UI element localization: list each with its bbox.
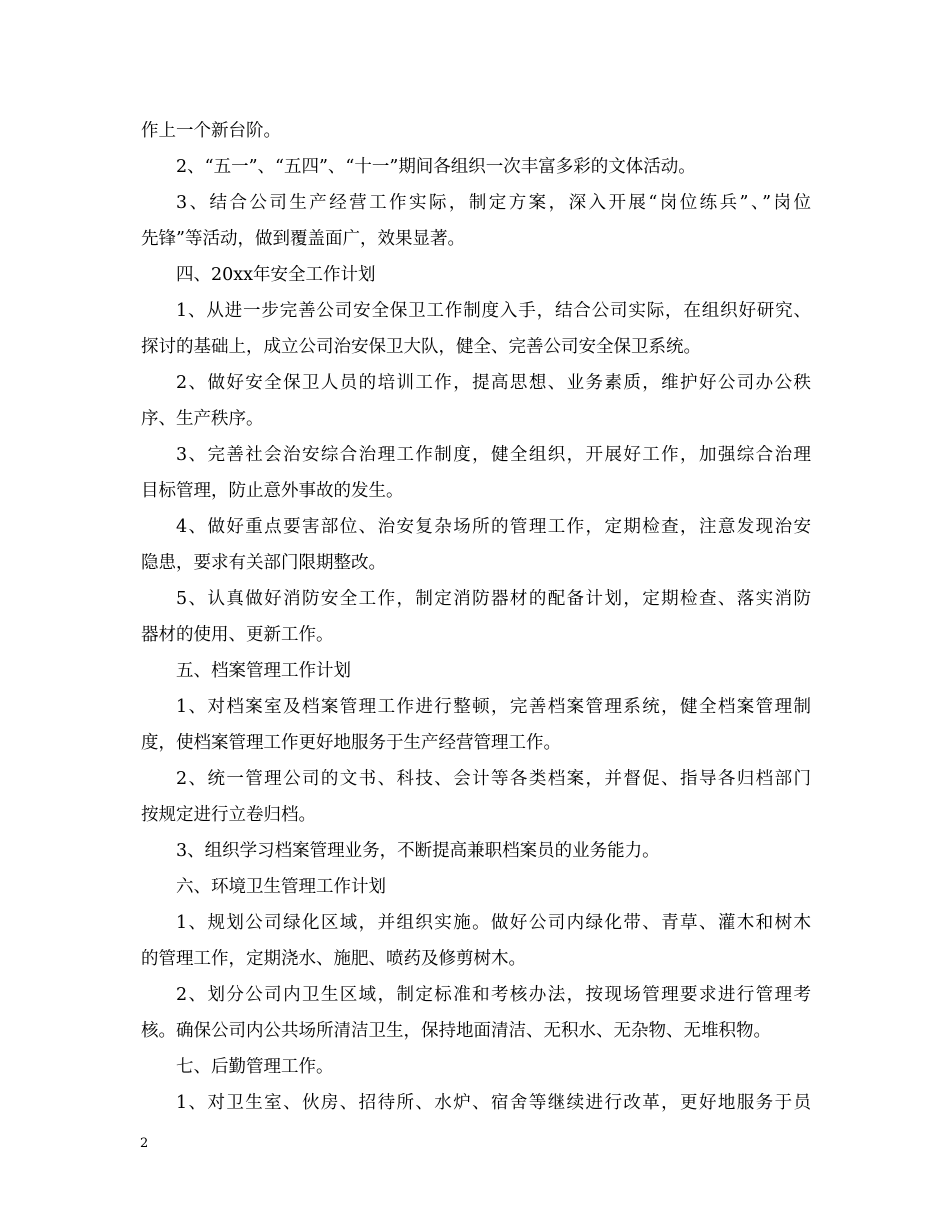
document-body bbox=[141, 113, 811, 1121]
text-line: 2、统一管理公司的文书、科技、会计等各类档案，并督促、指导各归档部门 bbox=[176, 769, 811, 789]
text-line: 2、做好安全保卫人员的培训工作，提高思想、业务素质，维护好公司办公秩 bbox=[176, 373, 811, 393]
text-line: 六、环境卫生管理工作计划 bbox=[176, 877, 386, 897]
text-line: 探讨的基础上，成立公司治安保卫大队，健全、完善公司安全保卫系统。 bbox=[141, 337, 701, 357]
text-line: 度，使档案管理工作更好地服务于生产经营管理工作。 bbox=[141, 733, 561, 753]
text-line: 按规定进行立卷归档。 bbox=[141, 805, 316, 825]
text-line: 序、生产秩序。 bbox=[141, 409, 264, 429]
text-line: 3、组织学习档案管理业务，不断提高兼职档案员的业务能力。 bbox=[176, 841, 660, 861]
text-line: 2、“五一”、“五四”、“十一”期间各组织一次丰富多彩的文体活动。 bbox=[176, 157, 696, 177]
page-number: 2 bbox=[140, 1136, 149, 1151]
text-line: 器材的使用、更新工作。 bbox=[141, 625, 334, 645]
text-line: 目标管理，防止意外事故的发生。 bbox=[141, 481, 404, 501]
text-line: 1、规划公司绿化区域，并组织实施。做好公司内绿化带、青草、灌木和树木 bbox=[176, 913, 811, 933]
text-line: 先锋”等活动，做到覆盖面广，效果显著。 bbox=[141, 229, 465, 249]
text-line: 四、20xx年安全工作计划 bbox=[176, 265, 376, 285]
text-line: 隐患，要求有关部门限期整改。 bbox=[141, 553, 386, 573]
text-line: 1、对档案室及档案管理工作进行整顿，完善档案管理系统，健全档案管理制 bbox=[176, 697, 811, 717]
text-line: 2、划分公司内卫生区域，制定标准和考核办法，按现场管理要求进行管理考 bbox=[176, 985, 811, 1005]
text-line: 核。确保公司内公共场所清洁卫生，保持地面清洁、无积水、无杂物、无堆积物。 bbox=[141, 1021, 771, 1041]
text-line: 的管理工作，定期浇水、施肥、喷药及修剪树木。 bbox=[141, 949, 526, 969]
text-line: 七、后勤管理工作。 bbox=[176, 1057, 334, 1077]
text-line: 1、从进一步完善公司安全保卫工作制度入手，结合公司实际，在组织好研究、 bbox=[176, 301, 811, 321]
text-line: 4、做好重点要害部位、治安复杂场所的管理工作，定期检查，注意发现治安 bbox=[176, 517, 811, 537]
text-line: 5、认真做好消防安全工作，制定消防器材的配备计划，定期检查、落实消防 bbox=[176, 589, 811, 609]
text-line: 3、结合公司生产经营工作实际，制定方案，深入开展“岗位练兵”、”岗位 bbox=[176, 193, 811, 213]
text-line: 3、完善社会治安综合治理工作制度，健全组织，开展好工作，加强综合治理 bbox=[176, 445, 811, 465]
text-line: 五、档案管理工作计划 bbox=[176, 661, 351, 681]
text-line: 1、对卫生室、伙房、招待所、水炉、宿舍等继续进行改革，更好地服务于员 bbox=[176, 1093, 811, 1113]
text-line: 作上一个新台阶。 bbox=[141, 121, 281, 141]
